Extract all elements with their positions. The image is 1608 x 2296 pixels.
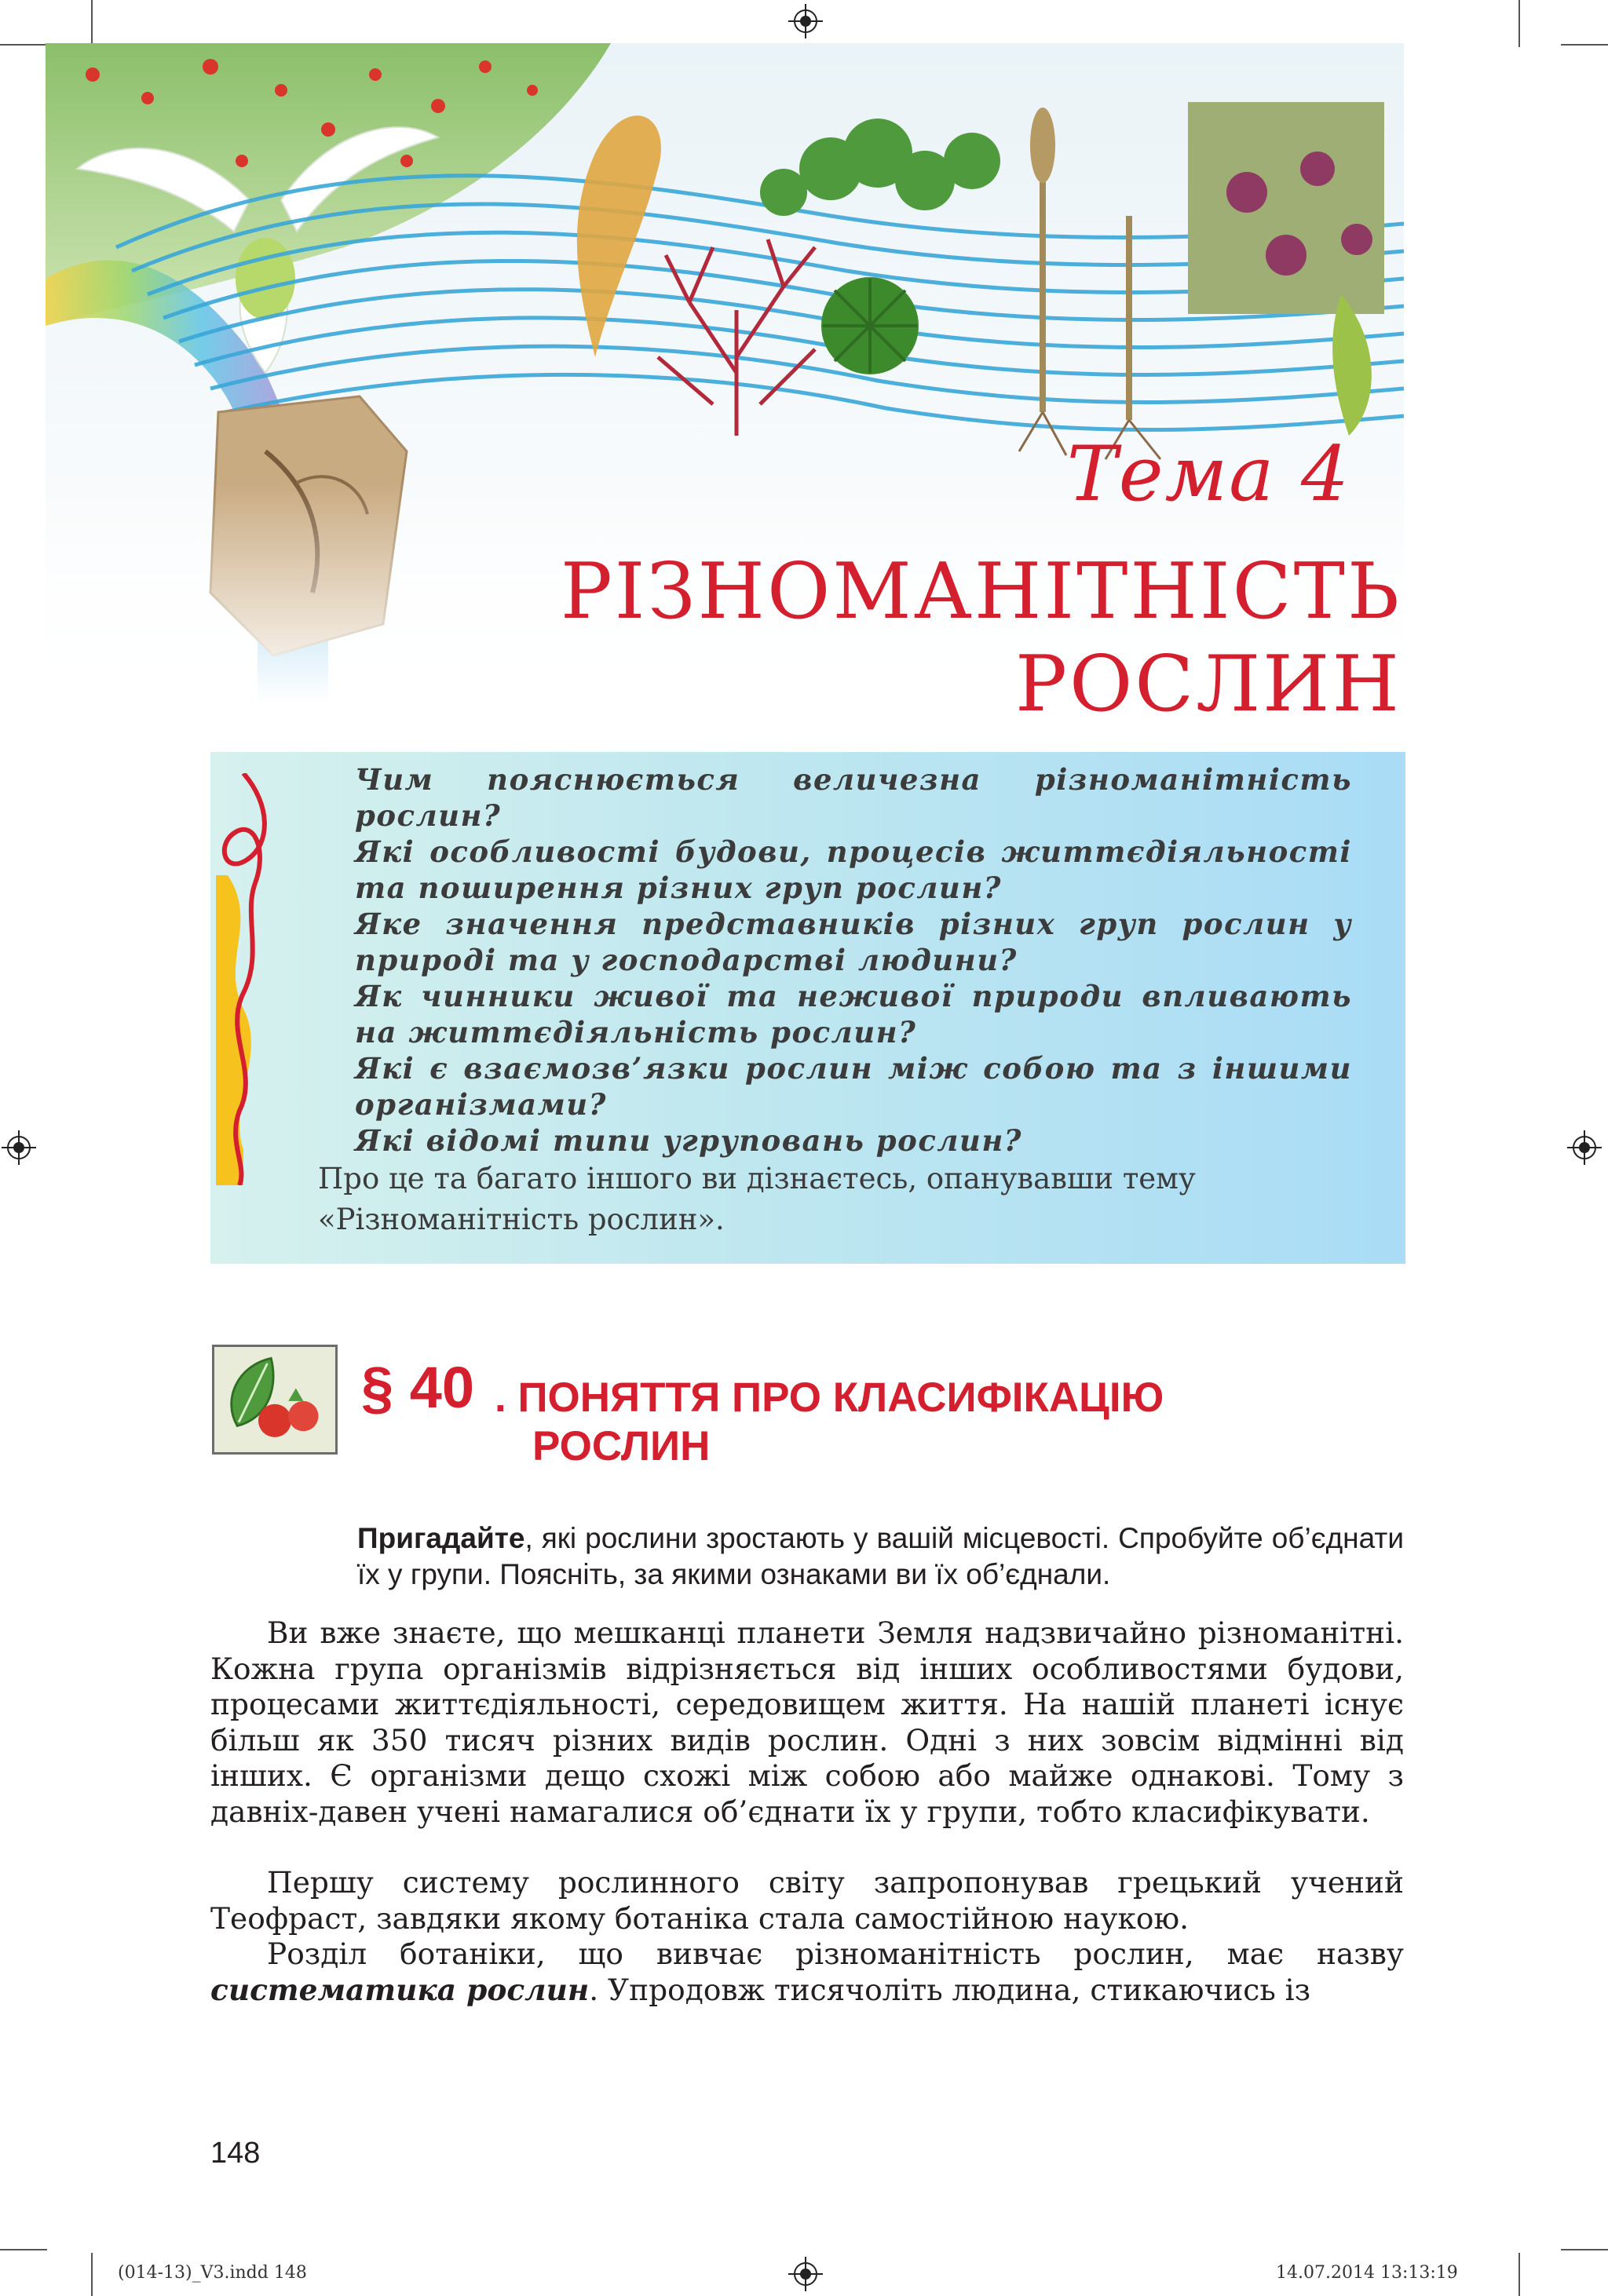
body-paragraph: Ви вже знаєте, що мешканці планети Земля надзвичайно різноманітні. Кожна група організмів відрізняється від інших особливостями будови, процесами життєдіяльності, середовищем життя. На нашій планеті існує більш як 350 тисяч різних видів рослин. Одні з них зовсім відмінні від інших. Є організми дещо схожі між собою або майже однакові. Тому з давніх-давен учені намагалися об’єднати їх у групи, тобто класифікувати. (210, 1615, 1404, 1829)
registration-mark-icon (788, 2257, 823, 2291)
recall-prompt (357, 1520, 1404, 1593)
crop-mark (91, 2253, 93, 2296)
question-item: Які відомі типи угруповань рослин? (355, 1123, 1022, 1158)
crop-mark (1518, 2253, 1520, 2296)
crop-mark (91, 0, 93, 47)
question-item: Яке значення представників різних груп рослин у природі та у господарстві людини? (355, 907, 1352, 977)
print-timestamp: 14.07.2014 13:13:19 (1276, 2263, 1458, 2283)
file-slug: (014-13)_V3.indd 148 (118, 2263, 307, 2283)
page-title-line: РОСЛИН (1015, 640, 1402, 729)
crop-mark (0, 2249, 47, 2250)
recall-text: , які рослини зростають у вашій місцевості. Спробуйте об’єднати їх у групи. Поясніть, за якими ознаками ви їх об’єднали. (357, 1522, 1404, 1590)
questions-outro: Про це та багато іншого ви дізнаєтесь, опанувавши тему «Різноманітність рослин». (318, 1162, 1196, 1236)
page-title (534, 546, 1402, 731)
body-paragraph (210, 1936, 1404, 2008)
crop-mark (1518, 0, 1520, 47)
question-item: Які особливості будови, процесів життєдіяльності та поширення різних груп рослин? (355, 834, 1352, 905)
crop-mark (1561, 44, 1608, 46)
leaf-berries-icon (212, 1345, 338, 1455)
paragraph-text: Розділ ботаніки, що вивчає різноманітність рослин, має назву (267, 1936, 1404, 1971)
section-title-line: . ПОНЯТТЯ ПРО КЛАСИФІКАЦІЮ (495, 1374, 1164, 1421)
crop-mark (0, 44, 47, 46)
registration-mark-icon (2, 1130, 36, 1165)
question-item: Як чинники живої та неживої природи впливають на життєдіяльність рослин? (355, 979, 1352, 1049)
section-title-line: РОСЛИН (532, 1423, 711, 1469)
page-title-line: РІЗНОМАНІТНІСТЬ (560, 547, 1402, 637)
registration-mark-icon (788, 4, 823, 38)
paragraph-text: . Упродовж тисячоліть людина, стикаючись із (589, 1972, 1311, 2007)
theme-label: Тема 4 (1066, 430, 1350, 518)
body-paragraph: Першу систему рослинного світу запропонував грецький учений Теофраст, завдяки якому ботаніка стала самостійною наукою. (210, 1865, 1404, 1936)
crop-mark (1561, 2249, 1608, 2250)
section-number: § 40 (361, 1355, 475, 1420)
recall-keyword: Пригадайте (357, 1522, 525, 1554)
question-item: Які є взаємозв’язки рослин між собою та з іншими організмами? (355, 1051, 1352, 1122)
section-title (495, 1374, 1357, 1471)
ribbon-decoration (212, 773, 275, 1185)
page-number: 148 (210, 2137, 261, 2170)
key-term: систематика рослин (210, 1972, 590, 2007)
question-item: Чим пояснюється величезна різноманітність рослин? (355, 762, 1352, 833)
registration-mark-icon (1567, 1130, 1602, 1165)
questions-list (355, 761, 1352, 1159)
